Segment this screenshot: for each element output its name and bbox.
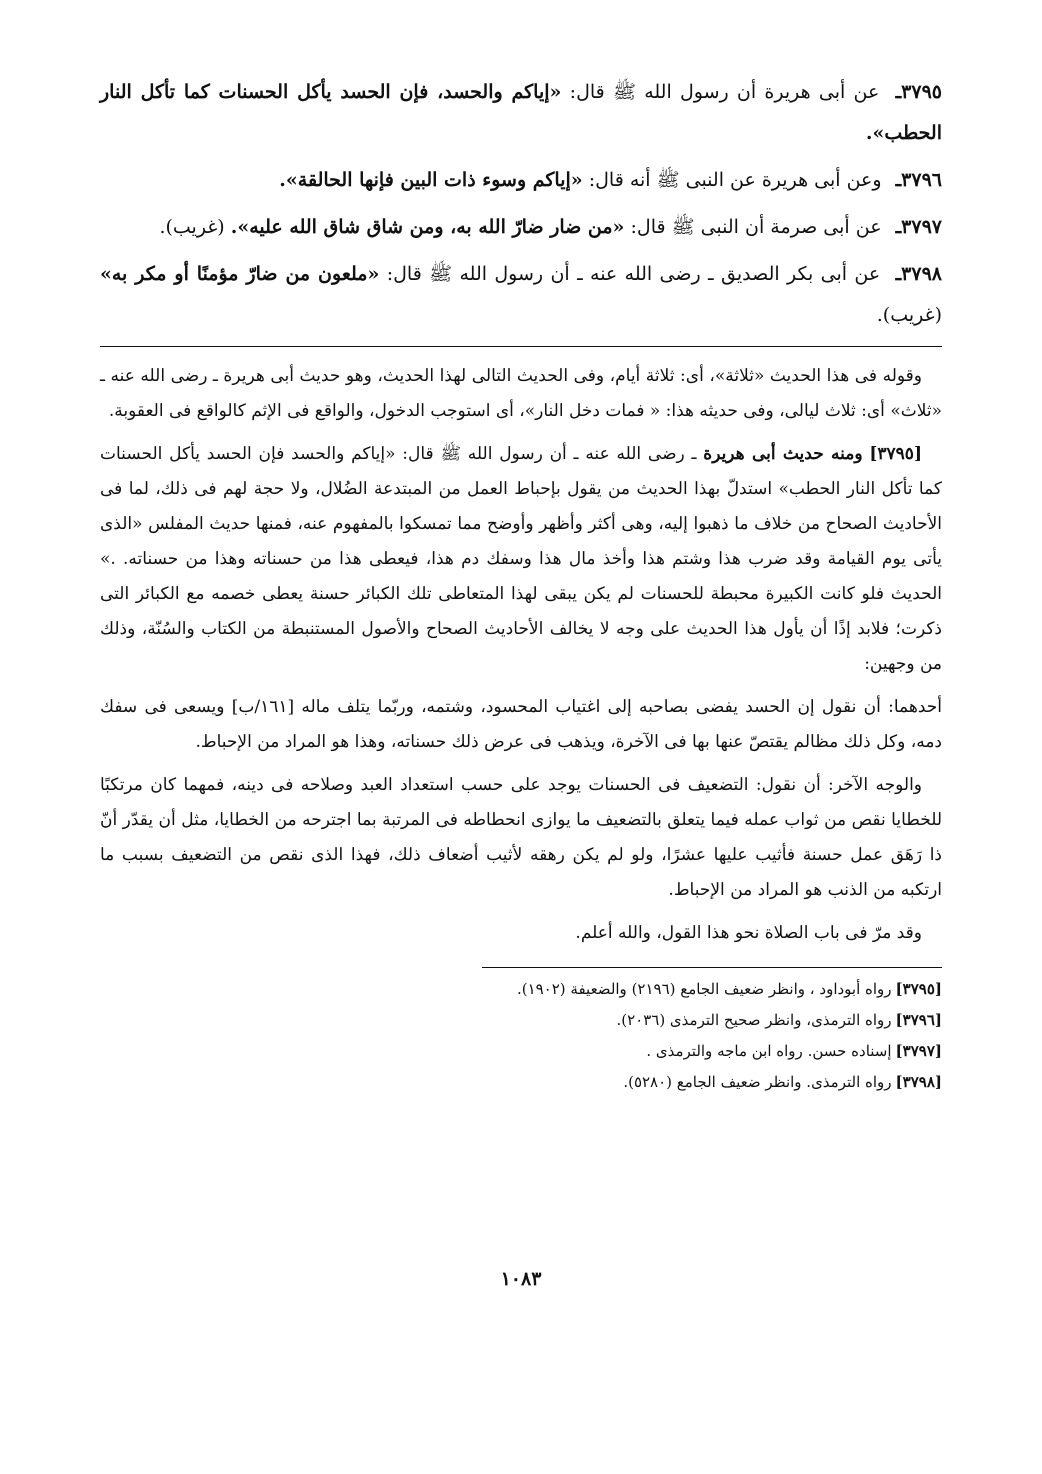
footnote-number: [٣٧٩٧] bbox=[895, 1042, 942, 1060]
hadith-matn: «إياكم والحسد، فإن الحسد يأكل الحسنات كما تأكل النار الحطب». bbox=[100, 81, 942, 144]
page-number: ١٠٨٣ bbox=[500, 1268, 542, 1290]
hadith-number: ٣٧٩٥ـ bbox=[895, 81, 942, 103]
commentary-paragraph-1: وقوله فى هذا الحديث «ثلاثة»، أى: ثلاثة أيام، وفى الحديث التالى لهذا الحديث، وهو حديث أبى هريرة ـ رضى الله عنه ـ «ثلاث» أى: ثلاث ليالى، وفى حديثه هذا: « فمات دخل النار»، أى استوجب الدخول، والواقع فى الإثم كالواقع فى العقوبة. bbox=[100, 366, 942, 421]
footnote-number: [٣٧٩٨] bbox=[895, 1073, 942, 1091]
hadith-grade: (غريب). bbox=[159, 216, 225, 238]
hadith-3797 bbox=[100, 207, 942, 248]
hadith-number: ٣٧٩٧ـ bbox=[895, 216, 942, 238]
hadith-intro: عن أبى هريرة أن رسول الله ﷺ قال: bbox=[569, 81, 880, 103]
hadith-intro: عن أبى بكر الصديق ـ رضى الله عنه ـ أن رسول الله ﷺ قال: bbox=[386, 263, 881, 285]
footnote-3796 bbox=[482, 1005, 942, 1036]
hadith-number: ٣٧٩٦ـ bbox=[895, 169, 942, 191]
footnote-text: رواه أبوداود ، وانظر ضعيف الجامع (٢١٩٦) والضعيفة (١٩٠٢). bbox=[516, 980, 892, 998]
hadith-3796 bbox=[100, 160, 942, 201]
hadith-intro: وعن أبى هريرة عن النبى ﷺ أنه قال: bbox=[588, 169, 882, 191]
hadith-3795 bbox=[100, 72, 942, 154]
commentary-paragraph-3: أحدهما: أن نقول إن الحسد يفضى بصاحبه إلى اغتياب المحسود، وشتمه، وربّما يتلف ماله [١٦١/ب] ويسعى فى سفك دمه، وكل ذلك مظالم يقتصّ عنها بها فى الآخرة، ويذهب فى عرض ذلك حسناته، وهذا هو المراد من الإحباط. bbox=[100, 697, 942, 752]
hadith-matn: «إياكم وسوء ذات البين فإنها الحالقة». bbox=[279, 169, 583, 191]
hadith-grade: (غريب). bbox=[876, 304, 942, 326]
commentary-paragraph-2 bbox=[100, 437, 942, 682]
footnote-3797 bbox=[482, 1036, 942, 1067]
footnote-text: إسناده حسن. رواه ابن ماجه والترمذى . bbox=[646, 1042, 892, 1060]
footnote-3798 bbox=[482, 1067, 942, 1098]
footnotes bbox=[482, 967, 942, 1098]
commentary-text: ـ رضى الله عنه ـ أن رسول الله ﷺ قال: «إياكم والحسد فإن الحسد يأكل الحسنات كما تأكل النار الحطب» استدلّ بهذا الحديث من يقول بإحباط العمل من المبتدعة الضُلال، ولا حجة لهم فى ذلك، لما فى الأحاديث الصحاح من خلاف ما ذهبوا إليه، وهى أكثر وأظهر وأوضح مما تمسكوا بالمفهوم عنه، فمنها حديث المفلس «الذى يأتى يوم القيامة وقد ضرب هذا وشتم هذا وأخذ مال هذا وسفك دم هذا، فيعطى هذا من حسناته وهذا من حسناته. .» الحديث فلو كانت الكبيرة محبطة للحسنات لم يكن يبقى لهذا المتعاطى تلك الكبائر حسنة يعطى خصمه مع الكبائر التى ذكرت؛ فلابد إذًا أن يأول هذا الحديث على وجه لا يخالف الأحاديث الصحاح والأصول المستنبطة من الكتاب والسُنّة، وذلك من وجهين: bbox=[100, 444, 943, 674]
page-content bbox=[100, 72, 942, 1098]
commentary-hadith-number: [٣٧٩٥] bbox=[869, 444, 922, 464]
footnote-text: رواه الترمذى، وانظر صحيح الترمذى (٢٠٣٦). bbox=[616, 1011, 892, 1029]
hadith-matn: «ملعون من ضارّ مؤمنًا أو مكر به» bbox=[100, 263, 380, 285]
footnote-3795 bbox=[482, 974, 942, 1005]
section-divider bbox=[100, 346, 942, 347]
footnote-number: [٣٧٩٥] bbox=[895, 980, 942, 998]
commentary-lead: ومنه حديث أبى هريرة bbox=[703, 444, 863, 464]
footnote-text: رواه الترمذى. وانظر ضعيف الجامع (٥٢٨٠). bbox=[623, 1073, 892, 1091]
hadith-intro: عن أبى صرمة أن النبى ﷺ قال: bbox=[630, 216, 882, 238]
hadith-number: ٣٧٩٨ـ bbox=[895, 263, 942, 285]
footnote-number: [٣٧٩٦] bbox=[895, 1011, 942, 1029]
commentary-paragraph-5: وقد مرّ فى باب الصلاة نحو هذا القول، والله أعلم. bbox=[575, 923, 922, 943]
hadith-matn: «من ضار ضارّ الله به، ومن شاق شاق الله عليه». bbox=[230, 216, 625, 238]
hadith-3798 bbox=[100, 254, 942, 336]
commentary-paragraph-4: والوجه الآخر: أن نقول: التضعيف فى الحسنات يوجد على حسب استعداد العبد وصلاحه فى دينه، فمهما كان مرتكبًا للخطايا نقص من ثواب عمله فيما يتعلق بالتضعيف ما يوازى انحطاطه فى المرتبة بما اجترحه من الخطايا، مثل أن يقدّر أنّ ذا رَهَق عمل حسنة فأثيب عليها عشرًا، ولو لم يكن رهقه لأثيب أضعاف ذلك، فهذا الذى نقص من التضعيف بسبب ما ارتكبه من الذنب هو المراد من الإحباط. bbox=[100, 775, 942, 900]
